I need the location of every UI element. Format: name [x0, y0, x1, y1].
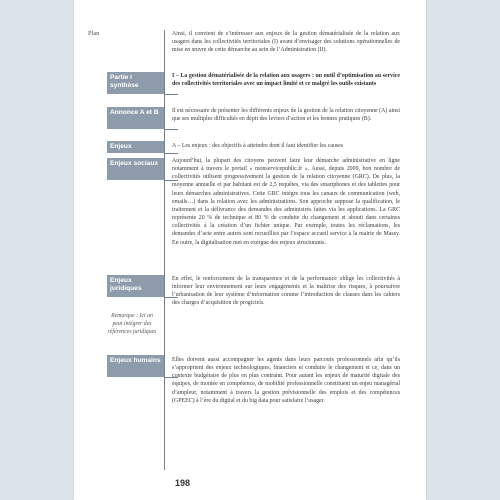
humains-paragraph: Elles doivent aussi accompagner les agents dans leurs parcours professionnels afin qu’ils s’approprient des enjeux technologiques, financiers et conduire le changement et ce, dans un contexte budgétaire de plus en plus contraint. Pour autant les enjeux de maturité digitale des équipes, de montée en compétence, de mobilité professionnelle constituent un enjeu managérial d’ampleur, notamment à travers la gestion prévisionnelle des emplois et des compétences (GPEEC) à l’ère du digital et du big data pour satisfaire l’usager.	[172, 357, 400, 404]
tag-partie-1: Partie I synthèse	[107, 72, 164, 94]
page-number: 198	[175, 478, 191, 488]
annonce-paragraph: Il est nécessaire de présenter les différents enjeux de la gestion de la relation citoyenne (A) ainsi que ses multiples difficultés en dépit des leviers d’action et les bonnes pratiques (B).	[172, 108, 400, 123]
section-heading-1: I – La gestion dématérialisée de la relation aux usagers : un outil d’optimisation au service des collectivités territoriales avec un impact limité et ce malgré les outils existants	[172, 73, 400, 88]
intro-paragraph: Ainsi, il convient de s’intéresser aux enjeux de la gestion dématérialisée de la relation aux usagers dans les collectivités territoriales (I) avant d’envisager des solutions opérationnelles de mise en œuvre de cette démarche au sein de l’Administration (II).	[172, 31, 400, 54]
remark-note: Remarque : Ici on peut intégrer des références juridiques	[107, 313, 157, 335]
sociaux-paragraph: Aujourd’hui, la plupart des citoyens peuvent faire leur démarche administrative en ligne notamment à travers le portail « monservicepublic.fr ». Aussi, depuis 2009, bon nombre de collectivités utilisent progressivement la gestion de la relation citoyenne (GRC). De plus, la moyenne annuelle et par habitant est de 2,5 requêtes, via des smartphones et des tablettes pour leurs démarches administratives. Cette GRC intègre tous les canaux de communication (web, emails…) dans la relation avec les administrations. Son approche suppose la qualification, le traitement et la délivrance des demandes des administrés faites via les applications. La GRC représente 20 % de technique et 80 % de conduite du changement et abouti dans certaines collectivités à la création d’un fichier unique. Par exemple, toutes les réclamations, les demandes d’acte entre autres sont recueillies par l’espace accueil service à la mairie de Massy. En outre, la digitalisation met en exergue des enjeux structurants.	[172, 158, 400, 246]
tag-enjeux-humains: Enjeux humains	[107, 355, 164, 377]
tag-annonce: Annonce A et B	[107, 107, 164, 129]
tag-enjeux-juridiques: Enjeux juridiques	[107, 275, 164, 297]
margin-rule	[164, 30, 165, 470]
tag-tick	[164, 153, 178, 154]
tag-enjeux: Enjeux	[107, 141, 164, 153]
plan-label: Plan	[88, 30, 100, 37]
juridiques-paragraph: En effet, le renforcement de la transparence et de la performance oblige les collectivités à informer leur environnement sur leurs engagements et la maîtrise des risques, à poursuivre l’urbanisation de leur système d’information comme l’introduction de clauses dans les cahiers des charges d’acquisition de progiciels.	[172, 276, 400, 307]
tag-enjeux-sociaux: Enjeux sociaux	[107, 158, 164, 180]
subsection-heading-a: A – Les enjeux : des objectifs à atteindre dont il faut identifier les causes	[172, 143, 344, 149]
tag-tick	[164, 129, 178, 130]
document-page	[74, 0, 426, 500]
tag-tick	[164, 94, 178, 95]
